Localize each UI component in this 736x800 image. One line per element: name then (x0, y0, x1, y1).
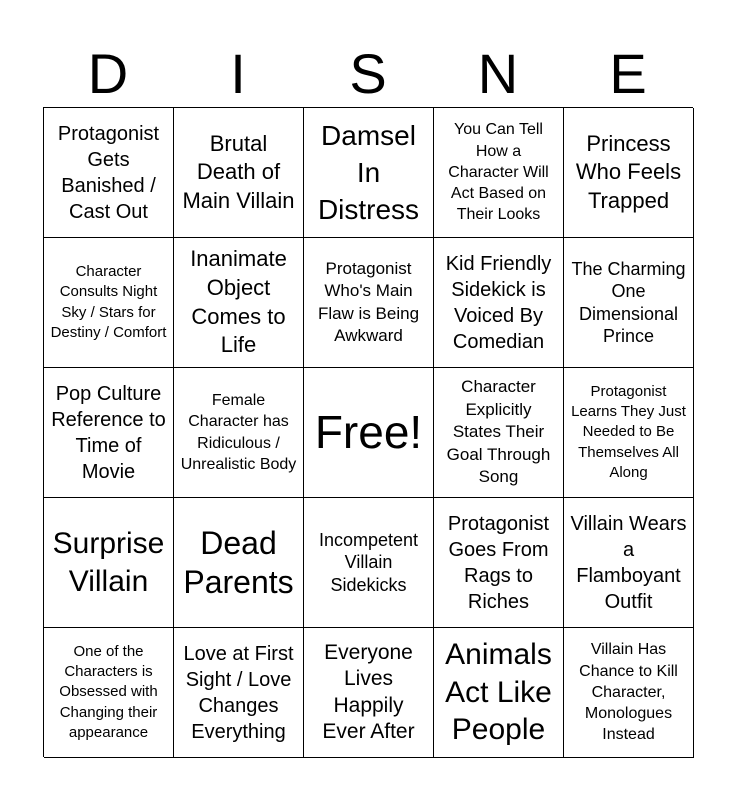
free-space-cell[interactable] (304, 368, 434, 498)
bingo-cell-text: Everyone Lives Happily Ever After (322, 641, 415, 743)
header-letter-5: E (609, 42, 647, 105)
bingo-cell[interactable] (44, 368, 174, 498)
bingo-cell[interactable] (44, 498, 174, 628)
bingo-cell[interactable] (304, 628, 434, 758)
bingo-cell-text: Character Consults Night Sky / Stars for Destiny / Comfort (50, 262, 167, 341)
bingo-cell[interactable] (564, 238, 694, 368)
bingo-cell[interactable] (44, 238, 174, 368)
bingo-cell[interactable] (174, 498, 304, 628)
bingo-cell[interactable] (564, 628, 694, 758)
bingo-cell-text: Love at First Sight / Love Changes Everything (183, 642, 294, 743)
bingo-cell-text: Female Character has Ridiculous / Unrealistic Body (180, 391, 297, 473)
bingo-cell-text: Brutal Death of Main Villain (182, 130, 295, 213)
header-letter-1: D (87, 42, 129, 105)
bingo-cell-text: Character Explicitly States Their Goal Through Song (446, 377, 551, 487)
bingo-cell-text: Animals Act Like People (445, 638, 552, 747)
bingo-cell[interactable] (434, 628, 564, 758)
bingo-cell[interactable] (434, 368, 564, 498)
header-letter-3: S (349, 42, 387, 105)
bingo-cell-text: Dead Parents (183, 525, 294, 600)
bingo-cell-text: Inanimate Object Comes to Life (190, 246, 287, 358)
bingo-cell[interactable] (174, 368, 304, 498)
bingo-cell-text: Incompetent Villain Sidekicks (318, 529, 419, 595)
bingo-cell-text: Princess Who Feels Trapped (575, 130, 682, 213)
bingo-cell-text: Villain Wears a Flamboyant Outfit (570, 512, 687, 613)
bingo-cell-text: One of the Characters is Obsessed with Changing their appearance (59, 642, 158, 742)
bingo-cell-text: Surprise Villain (52, 527, 165, 598)
bingo-cell-text: Protagonist Who's Main Flaw is Being Awkward (317, 258, 420, 345)
bingo-cell-text: You Can Tell How a Character Will Act Based on Their Looks (448, 121, 549, 224)
bingo-cell[interactable] (174, 238, 304, 368)
bingo-cell[interactable] (434, 108, 564, 238)
bingo-cell-text: Free! (314, 406, 423, 459)
bingo-cell[interactable] (304, 108, 434, 238)
bingo-cell-text: Protagonist Learns They Just Needed to Be Themselves All Along (571, 382, 686, 482)
bingo-cell[interactable] (564, 368, 694, 498)
bingo-cell[interactable] (174, 108, 304, 238)
bingo-cell-text: Pop Culture Reference to Time of Movie (51, 382, 166, 483)
bingo-cell-text: Villain Has Chance to Kill Character, Monologues Instead (579, 641, 678, 744)
bingo-cell-text: The Charming One Dimensional Prince (571, 258, 686, 346)
bingo-cell[interactable] (564, 108, 694, 238)
bingo-cell[interactable] (44, 108, 174, 238)
bingo-cell[interactable] (174, 628, 304, 758)
bingo-cell[interactable] (44, 628, 174, 758)
bingo-cell[interactable] (304, 238, 434, 368)
bingo-header (43, 40, 693, 108)
bingo-grid (43, 107, 693, 757)
header-letter-4: N (477, 42, 519, 105)
bingo-cell[interactable] (564, 498, 694, 628)
bingo-cell[interactable] (434, 498, 564, 628)
bingo-cell[interactable] (434, 238, 564, 368)
bingo-cell-text: Kid Friendly Sidekick is Voiced By Comedian (445, 252, 552, 353)
bingo-cell-text: Protagonist Gets Banished / Cast Out (57, 122, 160, 223)
bingo-cell[interactable] (304, 498, 434, 628)
bingo-cell-text: Protagonist Goes From Rags to Riches (447, 512, 550, 613)
header-letter-2: I (230, 42, 246, 105)
bingo-cell-text: Damsel In Distress (317, 119, 420, 226)
